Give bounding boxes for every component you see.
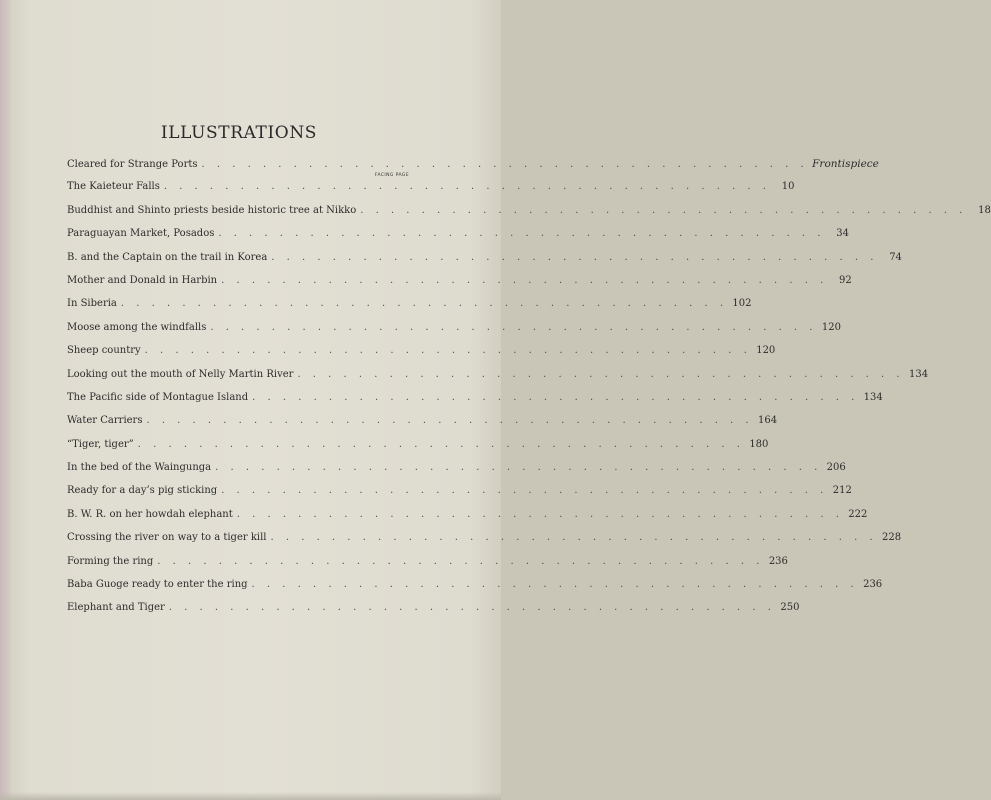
dot-leader: . . . . . . . . . . . . . . . . . . . . . . . . . . . . . . . . . . . . . . . . [210, 321, 817, 333]
dot-leader: . . . . . . . . . . . . . . . . . . . . . . . . . . . . . . . . . . . . . . . . [146, 415, 754, 427]
illustration-title: Sheep country [67, 345, 141, 357]
illustration-entry [67, 531, 902, 554]
illustration-title: In the bed of the Waingunga [67, 462, 212, 474]
illustration-entry [67, 391, 883, 414]
illustration-title: In Siberia [67, 298, 117, 310]
page-number: 34 [836, 228, 849, 240]
dot-leader: . . . . . . . . . . . . . . . . . . . . . . . . . . . . . . . . . . . . . . . . [271, 251, 878, 263]
illustration-title: Water Carriers [67, 415, 143, 427]
illustration-entry [67, 578, 883, 601]
dot-leader: . . . . . . . . . . . . . . . . . . . . . . . . . . . . . . . . . . . . . . . . [221, 485, 828, 497]
illustration-entry [67, 321, 841, 344]
page-number: 236 [768, 555, 788, 567]
page-number: 102 [732, 298, 752, 310]
page-edge-shadow [0, 0, 12, 800]
illustration-title: Ready for a day’s pig sticking [67, 485, 218, 497]
illustration-entry [67, 414, 778, 437]
dot-leader: . . . . . . . . . . . . . . . . . . . . . . . . . . . . . . . . . . . . . . . . [168, 602, 776, 614]
illustration-title: Mother and Donald in Harbin [67, 274, 218, 286]
illustration-title: Buddhist and Shinto priests beside historic tree at Nikko [67, 204, 357, 216]
page-number: 18 [978, 204, 991, 216]
illustration-entry [67, 180, 795, 203]
illustration-title: Crossing the river on way to a tiger kill [67, 532, 267, 544]
illustration-title: Paraguayan Market, Posados [67, 228, 215, 240]
illustration-entry [67, 344, 776, 367]
illustration-title: Moose among the windfalls [67, 321, 207, 333]
dot-leader: . . . . . . . . . . . . . . . . . . . . . . . . . . . . . . . . . . . . . . . . [137, 438, 745, 450]
dot-leader: . . . . . . . . . . . . . . . . . . . . . . . . . . . . . . . . . . . . . . . . [218, 228, 825, 240]
illustration-entry [67, 157, 879, 180]
illustration-title: “Tiger, tiger” [67, 438, 134, 450]
dot-leader: . . . . . . . . . . . . . . . . . . . . . . . . . . . . . . . . . . . . . . . . [157, 555, 764, 567]
illustration-title: B. W. R. on her howdah elephant [67, 508, 233, 520]
page-number: 120 [756, 345, 776, 357]
illustration-entry [67, 274, 852, 297]
page-bottom-shadow [0, 792, 501, 800]
illustration-title: Cleared for Strange Ports [67, 159, 198, 170]
page-number: 228 [882, 532, 902, 544]
dot-leader: . . . . . . . . . . . . . . . . . . . . . . . . . . . . . . . . . . . . . . . . [120, 298, 728, 310]
dot-leader: . . . . . . . . . . . . . . . . . . . . . . . . . . . . . . . . . . . . . . . . [251, 579, 859, 591]
dot-leader: . . . . . . . . . . . . . . . . . . . . . . . . . . . . . . . . . . . . . . . . [297, 368, 905, 380]
illustration-entry [67, 461, 846, 484]
illustration-entry [67, 601, 800, 624]
illustration-entry [67, 297, 752, 320]
illustration-entry [67, 438, 769, 461]
page-number: Frontispiece [812, 158, 879, 170]
page-number: 134 [908, 368, 929, 380]
page-number: 92 [839, 274, 852, 286]
dot-leader: . . . . . . . . . . . . . . . . . . . . . . . . . . . . . . . . . . . . . . . . [201, 159, 809, 170]
illustration-entry [67, 251, 902, 274]
page-number: 10 [781, 181, 795, 193]
page-number: 120 [821, 321, 841, 333]
illustration-title: Looking out the mouth of Nelly Martin River [67, 368, 294, 380]
dot-leader: . . . . . . . . . . . . . . . . . . . . . . . . . . . . . . . . . . . . . . . . [360, 204, 967, 216]
illustration-entry [67, 368, 929, 391]
dot-leader: . . . . . . . . . . . . . . . . . . . . . . . . . . . . . . . . . . . . . . . . [215, 462, 822, 474]
illustration-title: Forming the ring [67, 555, 154, 567]
illustration-title: B. and the Captain on the trail in Korea [67, 251, 268, 263]
facing-page-label: FACING PAGE [374, 173, 409, 178]
page-title: ILLUSTRATIONS [160, 123, 318, 143]
dot-leader: . . . . . . . . . . . . . . . . . . . . . . . . . . . . . . . . . . . . . . . . [163, 181, 771, 193]
dot-leader: . . . . . . . . . . . . . . . . . . . . . . . . . . . . . . . . . . . . . . . . [144, 345, 752, 357]
illustration-entry [67, 204, 991, 227]
illustration-entry [67, 227, 849, 250]
illustration-title: Elephant and Tiger [67, 602, 165, 614]
illustration-entry [67, 555, 788, 578]
page-number: 212 [832, 485, 852, 497]
page-number: 164 [758, 415, 778, 427]
dot-leader: . . . . . . . . . . . . . . . . . . . . . . . . . . . . . . . . . . . . . . . . [270, 532, 878, 544]
dot-leader: . . . . . . . . . . . . . . . . . . . . . . . . . . . . . . . . . . . . . . . . [252, 391, 859, 403]
page-number: 180 [749, 438, 769, 450]
page-number: 74 [889, 251, 902, 263]
page-number: 134 [863, 391, 883, 403]
illustration-entry [67, 484, 852, 507]
illustration-entry [67, 508, 868, 531]
illustration-title: The Pacific side of Montague Island [67, 391, 249, 403]
illustration-title: Baba Guoge ready to enter the ring [67, 579, 248, 591]
page-number: 222 [848, 508, 868, 520]
illustration-title: The Kaieteur Falls [67, 181, 160, 193]
page-number: 206 [826, 462, 846, 474]
page-number: 236 [863, 579, 883, 591]
page-number: 250 [780, 602, 800, 614]
dot-leader: . . . . . . . . . . . . . . . . . . . . . . . . . . . . . . . . . . . . . . . . [236, 508, 844, 520]
illustration-list [67, 157, 991, 625]
dot-leader: . . . . . . . . . . . . . . . . . . . . . . . . . . . . . . . . . . . . . . . . [221, 274, 828, 286]
